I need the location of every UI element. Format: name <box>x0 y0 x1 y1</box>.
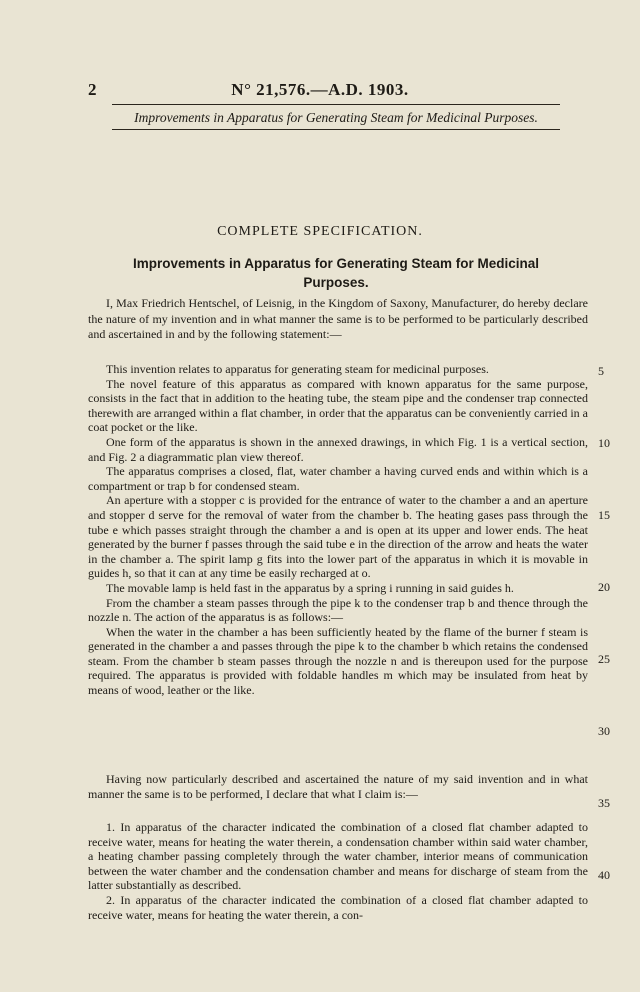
line-number: 25 <box>598 652 610 666</box>
patent-number-title: N° 21,576.—A.D. 1903. <box>231 80 409 99</box>
closing-section <box>88 772 588 801</box>
line-number: 15 <box>598 508 610 522</box>
line-number: 20 <box>598 580 610 594</box>
line-number: 40 <box>598 868 610 882</box>
paragraph: The apparatus comprises a closed, flat, water chamber a having curved ends and within which is a compartment or trap b for condensed steam. <box>88 464 588 493</box>
line-number: 35 <box>598 796 610 810</box>
paragraph: One form of the apparatus is shown in the annexed drawings, in which Fig. 1 is a vertical section, and Fig. 2 a diagrammatic plan view thereof. <box>88 434 588 464</box>
intro-text: I, Max Friedrich Hentschel, of Leisnig, in the Kingdom of Saxony, Manufacturer, do hereby declare the nature of my invention and in what manner the same is to be performed to be particularly described and ascertained in and by the following statement:— <box>88 296 588 341</box>
paragraph: This invention relates to apparatus for generating steam for medicinal purposes. <box>106 362 489 376</box>
closing-paragraph: Having now particularly described and ascertained the nature of my said invention and in what manner the same is to be performed, I declare that what I claim is:— <box>88 772 588 801</box>
paragraph: The novel feature of this apparatus as compared with known apparatus for the same purpose, consists in the fact that in addition to the heating tube, the steam pipe and the condenser trap connected therewith are arranged within a flat chamber, in order that the apparatus can be conveniently carried in a coat pocket or the like. <box>88 376 588 435</box>
line-number: 30 <box>598 724 610 738</box>
line-number: 10 <box>598 436 610 450</box>
paragraph: An aperture with a stopper c is provided for the entrance of water to the chamber a and an aperture and stopper d serve for the removal of water from the chamber b. The heating gases pass through the tube e which passes straight through the chamber a and is open at its upper and lower ends. The heat generated by the burner f passes through the said tube e in the direction of the arrow and heats the water in the chamber a. The spirit lamp g fits into the lower part of the apparatus in which it is movable in guides h, so that it can at any time be easily recharged at o. <box>88 493 588 581</box>
line-number: 5 <box>598 364 604 378</box>
paragraph: When the water in the chamber a has been sufficiently heated by the flame of the burner f steam is generated in the chamber a and passes through the pipe k to the chamber b which retains the condensed steam. From the chamber b steam passes through the nozzle n and is thereupon used for the purpose required. The apparatus is provided with foldable handles m which may be insulated from heat by means of wood, leather or the like. <box>88 624 588 698</box>
paragraph: The movable lamp is held fast in the apparatus by a spring i running in said guides h. <box>106 580 514 595</box>
claim: 2. In apparatus of the character indicated the combination of a closed flat chamber adapted to receive water, means for heating the water therein, a con- <box>88 892 588 922</box>
description-section <box>88 362 588 698</box>
header-rule-bottom <box>112 129 560 130</box>
claims-section <box>88 820 588 922</box>
header-rule-top <box>112 104 560 105</box>
intro-paragraph <box>88 296 588 343</box>
claim: 1. In apparatus of the character indicated the combination of a closed flat chamber adapted to receive water, means for heating the water therein, a condensation chamber within said water chamber, a heating chamber passing completely through the water chamber, interior means of communication between the water chamber and the condensation chamber and means for discharge of steam from the latter substantially as described. <box>88 820 588 893</box>
invention-title: Improvements in Apparatus for Generating Steam for Medicinal Purposes. <box>132 256 540 290</box>
running-subtitle: Improvements in Apparatus for Generating Steam for Medicinal Purposes. <box>134 110 538 125</box>
page-number: 2 <box>88 80 97 99</box>
paragraph: From the chamber a steam passes through the pipe k to the condenser trap b and thence through the nozzle n. The action of the apparatus is as follows:— <box>88 595 588 625</box>
spec-heading: COMPLETE SPECIFICATION. <box>217 224 423 239</box>
